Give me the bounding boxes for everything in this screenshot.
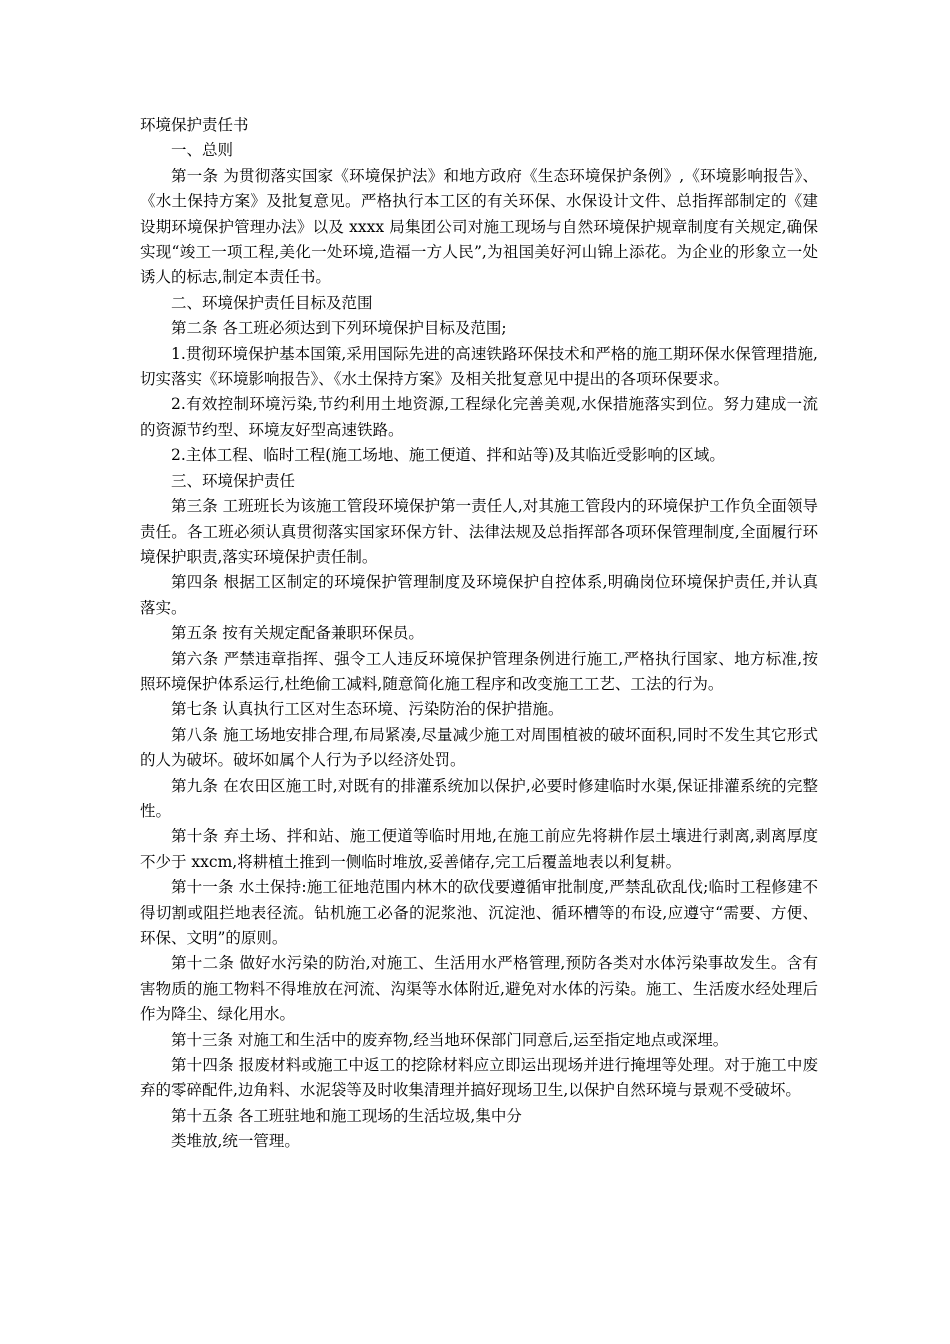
article-4: 第四条 根据工区制定的环境保护管理制度及环境保护自控体系,明确岗位环境保护责任,并认真落实。	[140, 573, 818, 617]
target-item-3: 2.主体工程、临时工程(施工场地、施工便道、拌和站等)及其临近受影响的区域。	[171, 446, 725, 465]
section-heading-targets: 二、环境保护责任目标及范围	[171, 293, 373, 312]
article-14: 第十四条 报废材料或施工中返工的挖除材料应立即运出现场并进行掩埋等处理。对于施工中废弃的零碎配件,边角料、水泥袋等及时收集清理并搞好现场卫生,以保护自然环境与景观不受破坏。	[140, 1056, 818, 1100]
article-3: 第三条 工班班长为该施工管段环境保护第一责任人,对其施工管段内的环境保护工作负全面领导责任。各工班必须认真贯彻落实国家环保方针、法律法规及总指挥部各项环保管理制度,全面履行环境保护职责,落实环境保护责任制。	[140, 497, 818, 566]
article-7: 第七条 认真执行工区对生态环境、污染防治的保护措施。	[171, 700, 564, 719]
target-item-2: 2.有效控制环境污染,节约利用土地资源,工程绿化完善美观,水保措施落实到位。努力建成一流的资源节约型、环境友好型高速铁路。	[140, 395, 818, 439]
article-2: 第二条 各工班必须达到下列环境保护目标及范围;	[171, 319, 507, 338]
article-6: 第六条 严禁违章指挥、强令工人违反环境保护管理条例进行施工,严格执行国家、地方标准,按照环境保护体系运行,杜绝偷工减料,随意简化施工程序和改变施工工艺、工法的行为。	[140, 649, 818, 693]
article-1: 第一条 为贯彻落实国家《环境保护法》和地方政府《生态环境保护条例》,《环境影响报告》、《水土保持方案》及批复意见。严格执行本工区的有关环保、水保设计文件、总指挥部制定的《建设期环境保护管理办法》以及 xxxx 局集团公司对施工现场与自然环境保护规章制度有关规定,确保实现“竣工一项工程,美化一处环境,造福一方人民”,为祖国美好河山锦上添花。为企业的形象立一处诱人的标志,制定本责任书。	[140, 166, 818, 287]
article-8: 第八条 施工场地安排合理,布局紧凑,尽量减少施工对周围植被的破坏面积,同时不发生其它形式的人为破坏。破坏如属个人行为予以经济处罚。	[140, 725, 818, 770]
target-item-1: 1.贯彻环境保护基本国策,采用国际先进的高速铁路环保技术和严格的施工期环保水保管理措施,切实落实《环境影响报告》、《水土保持方案》及相关批复意见中提出的各项环保要求。	[140, 344, 818, 389]
section-heading-responsibility: 三、环境保护责任	[171, 471, 296, 490]
article-5: 第五条 按有关规定配备兼职环保员。	[171, 624, 424, 643]
article-10: 第十条 弃土场、拌和站、施工便道等临时用地,在施工前应先将耕作层土壤进行剥离,剥离厚度不少于 xxcm,将耕植土推到一侧临时堆放,妥善储存,完工后覆盖地表以利复耕。	[140, 827, 818, 871]
section-heading-general: 一、总则	[171, 141, 234, 160]
document-title: 环境保护责任书	[140, 116, 249, 134]
article-13: 第十三条 对施工和生活中的废弃物,经当地环保部门同意后,运至指定地点或深埋。	[171, 1030, 729, 1049]
document-body	[140, 113, 818, 1155]
article-15-continued: 类堆放,统一管理。	[171, 1132, 300, 1151]
article-9: 第九条 在农田区施工时,对既有的排灌系统加以保护,必要时修建临时水渠,保证排灌系统的完整性。	[140, 776, 818, 820]
article-15: 第十五条 各工班驻地和施工现场的生活垃圾,集中分	[171, 1106, 522, 1125]
article-12: 第十二条 做好水污染的防治,对施工、生活用水严格管理,预防各类对水体污染事故发生。含有害物质的施工物料不得堆放在河流、沟渠等水体附近,避免对水体的污染。施工、生活废水经处理后作为降尘、绿化用水。	[140, 954, 818, 1024]
article-11: 第十一条 水土保持:施工征地范围内林木的砍伐要遵循审批制度,严禁乱砍乱伐;临时工程修建不得切割或阻拦地表径流。钻机施工必备的泥浆池、沉淀池、循环槽等的布设,应遵守“需要、方便、环保、文明”的原则。	[140, 878, 818, 947]
